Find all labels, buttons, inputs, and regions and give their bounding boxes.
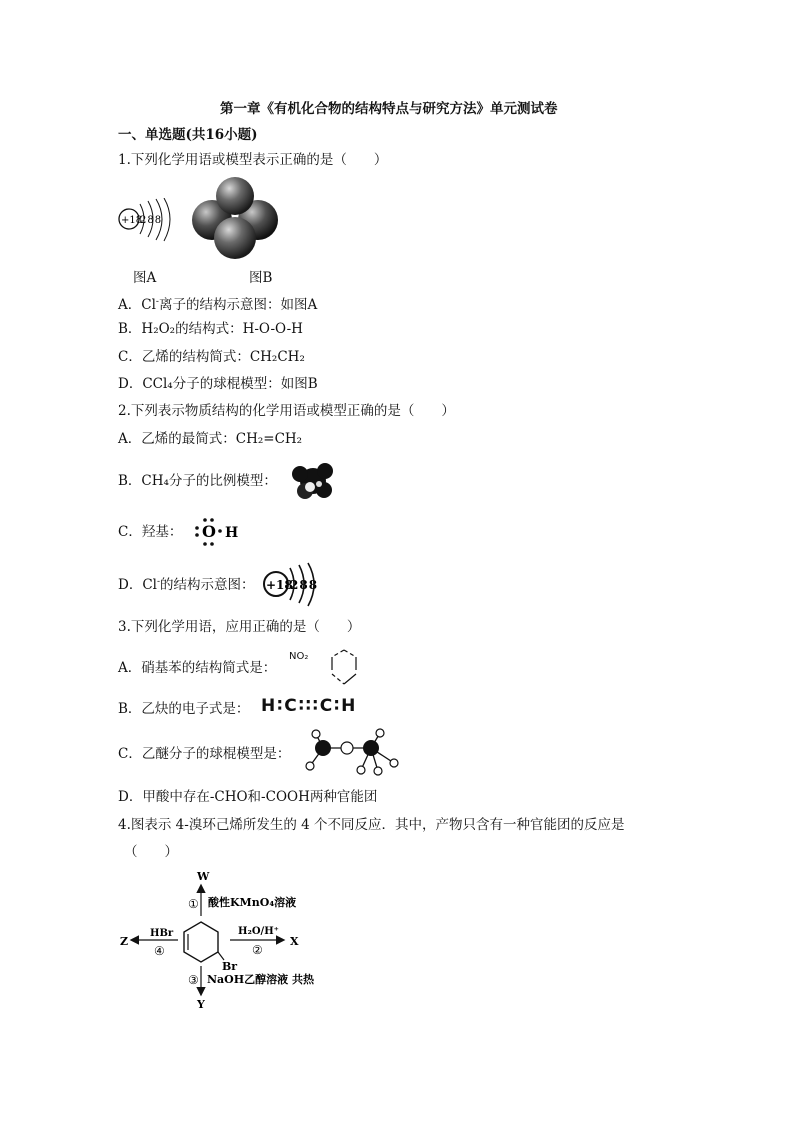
q4-stem-line1: 4.图表示 4-溴环己烯所发生的 4 个不同反应．其中，产物只含有一种官能团的反应是 bbox=[118, 817, 625, 833]
q2-hydroxyl-o: O bbox=[202, 522, 216, 541]
q2-d-shells: 288 bbox=[290, 578, 319, 592]
q2-ch4-model bbox=[290, 460, 336, 500]
q4-W: W bbox=[197, 870, 210, 883]
q1-option-c: C．乙烯的结构简式：CH₂CH₂ bbox=[118, 349, 305, 365]
q4-r3-cond: NaOH乙醇溶液 共热 bbox=[207, 973, 314, 986]
q4-r4-num: ④ bbox=[154, 944, 165, 958]
q4-Y: Y bbox=[197, 998, 205, 1011]
q3-acetylene-formula: H∶C∶∶∶C∶H bbox=[261, 696, 358, 716]
q3-option-a: A．硝基苯的结构简式是： bbox=[118, 660, 277, 676]
q4-stem-line2: （ ） bbox=[124, 844, 178, 860]
q4-r2-cond: H₂O/H⁺ bbox=[238, 926, 279, 937]
q1-option-a: A．Cl-离子的结构示意图：如图A bbox=[118, 297, 318, 313]
q2-hydroxyl-formula bbox=[192, 515, 244, 549]
q3-nitro-group: NO₂ bbox=[289, 651, 309, 662]
q4-r1-cond: 酸性KMnO₄溶液 bbox=[208, 896, 297, 909]
q4-reaction-diagram bbox=[118, 866, 328, 1012]
q1-figA-caption: 图A bbox=[133, 270, 157, 286]
q2-option-a: A．乙烯的最简式：CH₂=CH₂ bbox=[118, 431, 303, 447]
q3-benzene-ring bbox=[328, 648, 360, 688]
section-heading: 一、单选题(共16小题) bbox=[118, 127, 258, 143]
q4-Z: Z bbox=[120, 935, 129, 948]
q1-figA-nucleus: +18 bbox=[121, 215, 143, 226]
q4-r2-num: ② bbox=[252, 943, 263, 957]
q1-figure-b-model bbox=[190, 176, 282, 262]
q2-option-d: D．Cl-的结构示意图： bbox=[118, 577, 255, 593]
q2-stem: 2.下列表示物质结构的化学用语或模型正确的是（ ） bbox=[118, 403, 455, 419]
q1-stem: 1.下列化学用语或模型表示正确的是（ ） bbox=[118, 152, 388, 168]
q3-option-c: C．乙醚分子的球棍模型是： bbox=[118, 746, 291, 762]
page-title: 第一章《有机化合物的结构特点与研究方法》单元测试卷 bbox=[220, 101, 558, 117]
q1-option-d: D．CCl₄分子的球棍模型：如图B bbox=[118, 376, 318, 392]
q3-option-b: B．乙炔的电子式是： bbox=[118, 701, 250, 717]
q1-figure-a-diagram bbox=[118, 198, 178, 242]
q3-ether-ball-stick bbox=[300, 728, 400, 778]
q3-stem: 3.下列化学用语，应用正确的是（ ） bbox=[118, 619, 361, 635]
q2-hydroxyl-h: H bbox=[225, 525, 239, 541]
q4-X: X bbox=[290, 935, 299, 948]
q4-r3-num: ③ bbox=[188, 973, 199, 987]
q2-d-nucleus: +18 bbox=[266, 578, 293, 592]
q3-option-d: D．甲酸中存在-CHO和-COOH两种官能团 bbox=[118, 789, 378, 805]
q2-option-c: C．羟基： bbox=[118, 524, 183, 540]
q2-option-b: B．CH₄分子的比例模型： bbox=[118, 473, 277, 489]
q2-cl-ion-diagram bbox=[262, 562, 326, 608]
q4-r4-cond: HBr bbox=[150, 928, 174, 939]
q4-r1-num: ① bbox=[188, 897, 199, 911]
q1-figB-caption: 图B bbox=[249, 270, 273, 286]
q1-figA-shells: 288 bbox=[140, 215, 163, 226]
q4-Br: Br bbox=[222, 960, 238, 973]
q1-option-b: B．H₂O₂的结构式：H-O-O-H bbox=[118, 321, 303, 337]
